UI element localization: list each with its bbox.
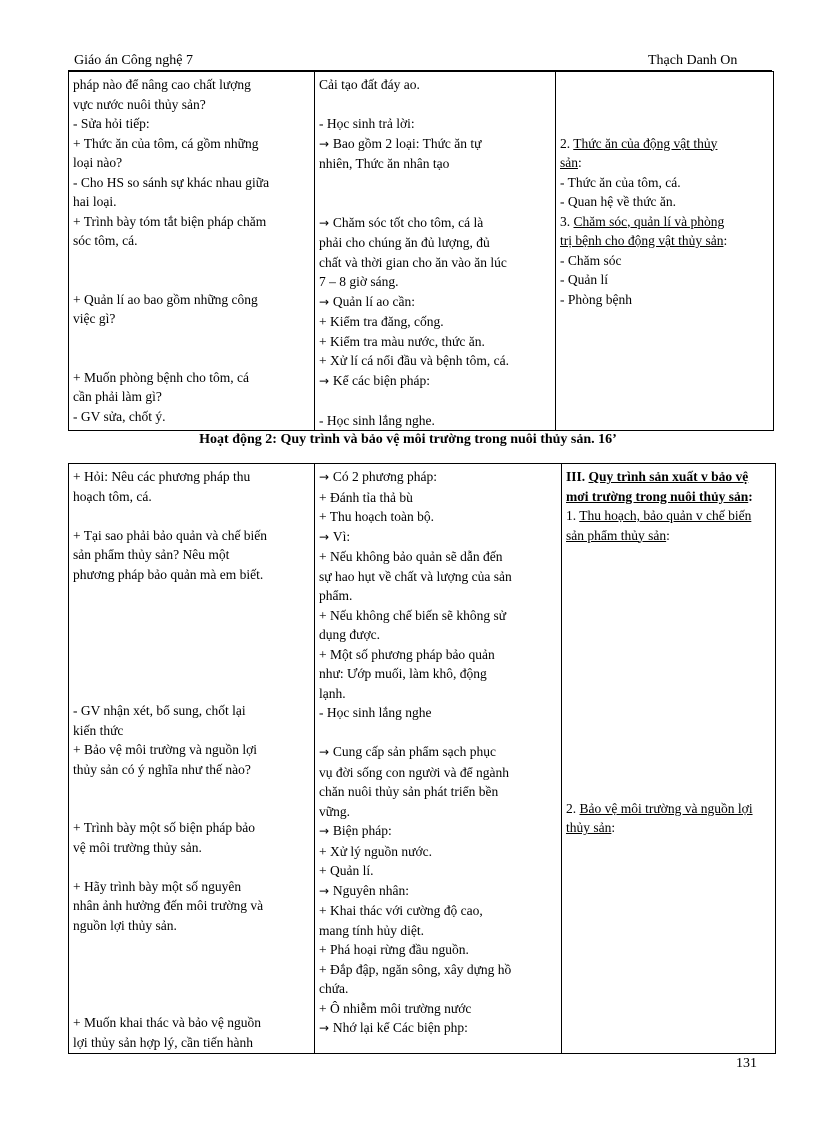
text-line (73, 192, 310, 212)
text-line (319, 467, 557, 488)
line-text: + Khai thác với cường độ cao, (319, 903, 483, 918)
text-line (566, 526, 771, 546)
line-text: 1. (566, 508, 580, 523)
line-text: loại nào? (73, 155, 123, 170)
student-activity-cell (315, 72, 556, 431)
text-line (319, 371, 551, 392)
text-line (566, 799, 771, 819)
text-line (566, 662, 771, 682)
line-text: sóc tôm, cá. (73, 233, 138, 248)
arrow-right-icon: → (319, 373, 333, 388)
text-line (73, 935, 310, 955)
line-text: + Nếu không bảo quản sẽ dẫn đến (319, 549, 503, 564)
arrow-right-icon: → (319, 1021, 333, 1035)
text-line (73, 1033, 310, 1053)
line-text: vệ môi trường thủy sản. (73, 839, 202, 855)
text-line (73, 799, 310, 819)
line-text: - Phòng bệnh (560, 291, 632, 307)
text-line (319, 272, 551, 292)
text-line (319, 703, 557, 723)
text-line (73, 662, 310, 682)
line-text: + Quản lí. (319, 863, 374, 878)
text-line (319, 391, 551, 411)
arrow-right-icon: → (319, 824, 333, 838)
text-line (73, 75, 310, 95)
arrow-right-icon: → (319, 470, 333, 484)
line-text: + Xử lý nguồn nước. (319, 843, 433, 859)
text-line (319, 567, 557, 587)
text-line (319, 547, 557, 567)
line-text: sự hao hụt về chất và lượng của sản (319, 568, 512, 584)
line-text: + Hỏi: Nêu các phương pháp thu (73, 469, 251, 484)
text-line (73, 721, 310, 741)
text-line (73, 760, 310, 780)
line-text: - Học sinh lắng nghe. (319, 412, 435, 428)
text-line (319, 351, 551, 371)
teacher-activity-cell (69, 72, 315, 431)
line-text: Nguyên nhân: (332, 882, 409, 898)
line-text: 7 – 8 giờ sáng. (319, 274, 399, 289)
text-line (73, 95, 310, 115)
line-text: + Trình bày một số biện pháp bảo (73, 820, 255, 835)
line-text: vững. (319, 803, 350, 819)
activity-heading: Hoạt động 2: Quy trình và bảo vệ môi trường trong nuôi thủy sản. 16’ (199, 432, 617, 447)
text-line (319, 488, 557, 508)
section-title: Chăm sóc, quản lí và phòng (573, 213, 725, 229)
line-text: thủy sản có ý nghĩa như thế nào? (73, 761, 251, 777)
colon: : (666, 527, 670, 543)
teacher-activity-cell (69, 464, 315, 1054)
text-line (566, 545, 771, 565)
text-line (319, 821, 557, 842)
text-line (566, 467, 771, 487)
text-line (73, 974, 310, 994)
line-text: + Thức ăn của tôm, cá gồm những (73, 135, 259, 151)
line-text: Kể các biện pháp: (332, 372, 430, 388)
text-line (73, 173, 310, 193)
text-line (73, 916, 310, 936)
text-line (73, 526, 310, 546)
colon: : (723, 233, 728, 248)
text-line (73, 857, 310, 877)
text-line (319, 75, 551, 95)
text-line (319, 861, 557, 881)
line-text: Vì: (332, 528, 351, 544)
text-line (319, 1018, 557, 1039)
text-line (566, 779, 771, 799)
text-line (73, 290, 310, 310)
line-text: mang tính hủy diệt. (319, 922, 424, 938)
text-line (566, 584, 771, 604)
line-text: + Kiểm tra đăng, cống. (319, 314, 444, 329)
section-title: sản phẩm thủy sản (566, 527, 667, 543)
text-line (319, 940, 557, 960)
text-line (319, 134, 551, 155)
text-line (73, 565, 310, 585)
text-line (560, 173, 769, 193)
line-text: vụ đời sống con người và để ngành (319, 764, 509, 780)
text-line (566, 623, 771, 643)
line-text: pháp nào để nâng cao chất lượng (73, 77, 251, 92)
text-line (566, 682, 771, 702)
text-line (319, 292, 551, 313)
text-line (319, 763, 557, 783)
content-cell (556, 72, 774, 431)
text-line (73, 251, 310, 271)
line-text: chất và thời gian cho ăn vào ăn lúc (319, 254, 507, 270)
text-line (73, 779, 310, 799)
text-line (566, 701, 771, 721)
arrow-right-icon: → (319, 215, 333, 230)
text-line (73, 818, 310, 838)
line-text: phải cho chúng ăn đủ lượng, đủ (319, 235, 490, 250)
line-text: việc gì? (73, 311, 116, 326)
line-text: + Đắp đập, ngăn sông, xây dựng hồ (319, 961, 512, 977)
section-title: Quy trình sản xuất v bảo vệ (588, 469, 749, 484)
text-line (73, 740, 310, 760)
text-line (319, 233, 551, 253)
line-text: nhân ảnh hưởng đến môi trường và (73, 898, 264, 913)
lesson-table-2 (68, 463, 776, 1054)
line-text: vực nước nuôi thủy sản? (73, 96, 206, 112)
line-text: dụng được. (319, 627, 380, 642)
line-text: + Hãy trình bày một số nguyên (73, 878, 242, 894)
line-text: - Học sinh lắng nghe (319, 705, 432, 720)
line-text: - Quản lí (560, 272, 608, 287)
text-line (566, 506, 771, 526)
arrow-right-icon: → (319, 883, 333, 898)
line-text: chăn nuôi thủy sản phát triển bền (319, 784, 499, 799)
text-line (319, 921, 557, 941)
line-text: 2. (560, 135, 574, 151)
text-line (560, 270, 769, 290)
text-line (566, 487, 771, 507)
section-title: thủy sản (566, 820, 612, 835)
text-line (566, 721, 771, 741)
line-text: Chăm sóc tốt cho tôm, cá là (332, 214, 484, 230)
colon: : (748, 488, 753, 504)
line-text: Bao gồm 2 loại: Thức ăn tự (332, 135, 482, 151)
line-text: - Sửa hỏi tiếp: (73, 116, 150, 131)
text-line (319, 625, 557, 645)
header-author: Thạch Danh On (648, 53, 738, 68)
line-text: + Đánh tỉa thả bù (319, 489, 413, 505)
text-line (319, 154, 551, 174)
text-line (73, 994, 310, 1014)
text-line (319, 193, 551, 213)
text-line (319, 999, 557, 1019)
line-text: + Muốn khai thác và bảo vệ nguồn (73, 1015, 261, 1030)
text-line (319, 960, 557, 980)
section-title: trị bệnh cho động vật thủy sản (560, 233, 724, 248)
line-text: Có 2 phương pháp: (332, 469, 437, 484)
line-text: kiến thức (73, 722, 124, 738)
line-text: Biện pháp: (332, 823, 392, 838)
text-line (319, 332, 551, 352)
line-text: - GV sửa, chốt ý. (73, 408, 166, 424)
section-title: Thức ăn của động vật thủy (573, 135, 718, 151)
line-text: + Ô nhiễm môi trường nước (319, 1000, 472, 1016)
line-text: - Chăm sóc (560, 252, 622, 268)
text-line (319, 782, 557, 802)
text-line (73, 545, 310, 565)
text-line (560, 212, 769, 232)
text-line (73, 329, 310, 349)
line-text: 3. (560, 213, 574, 229)
line-text: như: Ướp muối, làm khô, động (319, 666, 487, 681)
text-line (560, 95, 769, 115)
line-text: Quản lí ao cần: (332, 293, 415, 309)
line-text: + Tại sao phải bảo quản và chế biến (73, 527, 268, 543)
line-text: nhiên, Thức ăn nhân tạo (319, 156, 450, 171)
text-line (319, 901, 557, 921)
text-line (319, 507, 557, 527)
section-title: sản (560, 155, 578, 170)
text-line (73, 838, 310, 858)
line-text: hoạch tôm, cá. (73, 488, 152, 504)
line-text: - GV nhận xét, bổ sung, chốt lại (73, 703, 246, 718)
text-line (319, 742, 557, 763)
section-title: Thu hoạch, bảo quản v chế biến (579, 508, 752, 523)
text-line (73, 114, 310, 134)
text-line (566, 604, 771, 624)
text-line (566, 565, 771, 585)
text-line (566, 643, 771, 663)
line-text: + Thu hoạch toàn bộ. (319, 509, 434, 524)
text-line (560, 153, 769, 173)
text-line (73, 643, 310, 663)
line-text: + Bảo vệ môi trường và nguồn lợi (73, 742, 258, 757)
text-line (73, 407, 310, 427)
text-line (319, 802, 557, 822)
text-line (566, 740, 771, 760)
line-text: Cung cấp sản phẩm sạch phục (332, 744, 496, 759)
line-text: + Muốn phòng bệnh cho tôm, cá (73, 369, 249, 385)
line-text: lợi thủy sản hợp lý, cần tiến hành (73, 1034, 253, 1050)
text-line (560, 231, 769, 251)
text-line (319, 684, 557, 704)
arrow-right-icon: → (319, 294, 333, 309)
line-text: nguồn lợi thủy sản. (73, 917, 177, 933)
section-title: Bảo vệ môi trường và nguồn lợi (579, 800, 753, 816)
line-text: - Học sinh trả lời: (319, 116, 415, 131)
arrow-right-icon: → (319, 745, 333, 759)
text-line (73, 212, 310, 232)
text-line (319, 312, 551, 332)
line-text: chứa. (319, 981, 349, 996)
line-text: + Trình bày tóm tắt biện pháp chăm (73, 213, 267, 229)
text-line (319, 114, 551, 134)
text-line (319, 842, 557, 862)
line-text: + Quản lí ao bao gồm những công (73, 291, 258, 307)
text-line (73, 387, 310, 407)
text-line (73, 623, 310, 643)
student-activity-cell (315, 464, 562, 1054)
text-line (566, 760, 771, 780)
arrow-right-icon: → (319, 529, 333, 544)
page-number: 131 (736, 1056, 757, 1071)
colon: : (611, 820, 616, 835)
text-line (319, 645, 557, 665)
text-line (73, 701, 310, 721)
text-line (73, 368, 310, 388)
line-text: lạnh. (319, 685, 346, 701)
text-line (73, 309, 310, 329)
text-line (319, 253, 551, 273)
text-line (319, 723, 557, 743)
arrow-right-icon: → (319, 136, 333, 151)
text-line (560, 134, 769, 154)
line-text: phẩm. (319, 588, 353, 603)
line-text: - Quan hệ về thức ăn. (560, 194, 677, 209)
line-text: III. (566, 469, 589, 484)
text-line (73, 896, 310, 916)
text-line (319, 664, 557, 684)
colon: : (578, 155, 582, 170)
line-text: + Xử lí cá nổi đầu và bệnh tôm, cá. (319, 353, 510, 368)
text-line (560, 114, 769, 134)
text-line (73, 682, 310, 702)
line-text: phương pháp bảo quản mà em biết. (73, 566, 264, 582)
line-text: 2. (566, 800, 580, 816)
text-line (560, 251, 769, 271)
text-line (73, 348, 310, 368)
text-line (319, 606, 557, 626)
line-text: cần phải làm gì? (73, 389, 162, 404)
lesson-table-1 (68, 71, 774, 431)
text-line (73, 584, 310, 604)
text-line (73, 231, 310, 251)
text-line (560, 75, 769, 95)
text-line (319, 527, 557, 548)
line-text: hai loại. (73, 194, 117, 209)
text-line (319, 586, 557, 606)
text-line (319, 174, 551, 194)
text-line (73, 270, 310, 290)
section-title: mơi trường trong nuôi thủy sản (566, 488, 749, 504)
text-line (73, 467, 310, 487)
line-text: + Phá hoại rừng đầu nguồn. (319, 942, 469, 957)
text-line (560, 192, 769, 212)
text-line (319, 95, 551, 115)
line-text: sản phẩm thủy sản? Nêu một (73, 547, 230, 562)
text-line (73, 604, 310, 624)
line-text: + Kiểm tra màu nước, thức ăn. (319, 333, 485, 349)
text-line (73, 153, 310, 173)
line-text: - Cho HS so sánh sự khác nhau giữa (73, 174, 270, 190)
line-text: Cải tạo đất đáy ao. (319, 77, 420, 92)
header-subject: Giáo án Công nghệ 7 (74, 53, 193, 68)
text-line (566, 818, 771, 838)
text-line (73, 487, 310, 507)
text-line (319, 979, 557, 999)
text-line (73, 877, 310, 897)
content-cell (562, 464, 776, 1054)
line-text: Nhớ lại kể Các biện php: (332, 1020, 468, 1035)
text-line (73, 134, 310, 154)
line-text: + Nếu không chế biến sẽ không sử (319, 607, 507, 623)
line-text: + Một số phương pháp bảo quản (319, 646, 495, 662)
text-line (560, 290, 769, 310)
text-line (319, 411, 551, 431)
text-line (319, 881, 557, 902)
text-line (319, 213, 551, 234)
line-text: - Thức ăn của tôm, cá. (560, 174, 681, 190)
text-line (73, 955, 310, 975)
text-line (73, 506, 310, 526)
text-line (73, 1013, 310, 1033)
